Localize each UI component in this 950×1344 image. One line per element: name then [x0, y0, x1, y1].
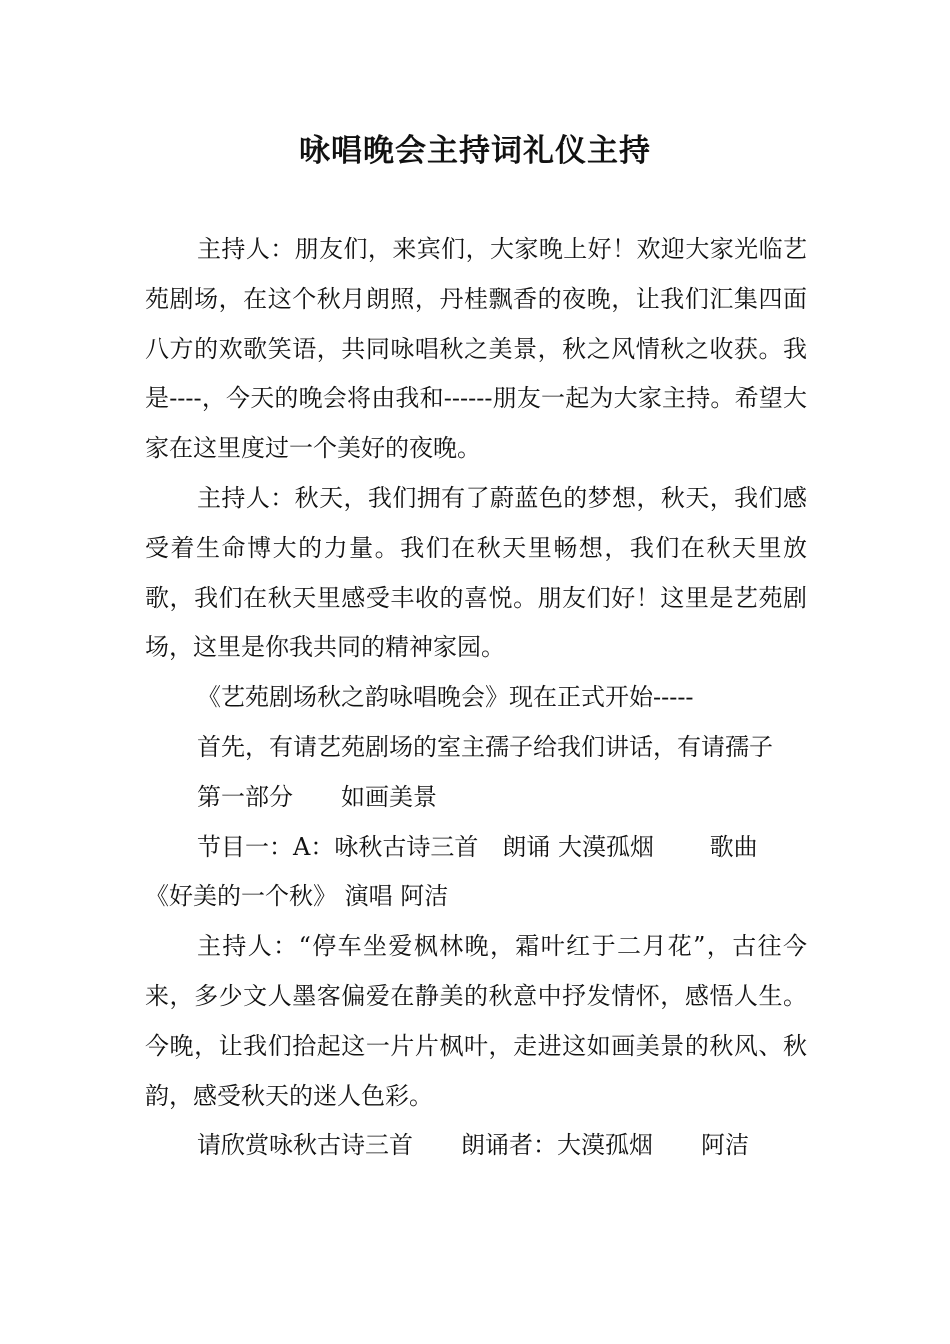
document-title: 咏唱晚会主持词礼仪主持 — [299, 133, 651, 169]
paragraph-host-poem: 主持人：“停车坐爱枫林晚，霜叶红于二月花”，古往今来，多少文人墨客偏爱在静美的秋意中抒发情怀，感悟人生。今晚，让我们拾起这一片片枫叶，走进这如画美景的秋风、秋韵，感受秋天的迷人色彩。 — [145, 932, 807, 1110]
program-line-2: 《好美的一个秋》 演唱 阿洁 — [145, 882, 449, 911]
document-body — [145, 225, 807, 1171]
paragraph-opening: 主持人：朋友们，来宾们，大家晚上好！欢迎大家光临艺苑剧场，在这个秋月朗照，丹桂飘香的夜晚，让我们汇集四面八方的欢歌笑语，共同咏唱秋之美景，秋之风情秋之收获。我是----，今天的晚会将由我和------朋友一起为大家主持。希望大家在这里度过一个美好的夜晚。 — [145, 235, 807, 463]
paragraph-autumn: 主持人：秋天，我们拥有了蔚蓝色的梦想，秋天，我们感受着生命博大的力量。我们在秋天里畅想，我们在秋天里放歌，我们在秋天里感受丰收的喜悦。朋友们好！这里是艺苑剧场，这里是你我共同的精神家园。 — [145, 483, 807, 662]
paragraph-speech: 首先，有请艺苑剧场的室主孺子给我们讲话，有请孺子 — [197, 732, 773, 761]
program-line-1: 节目一：A：咏秋古诗三首 朗诵 大漠孤烟 歌曲 — [197, 832, 758, 861]
paragraph-start: 《艺苑剧场秋之韵咏唱晚会》现在正式开始----- — [197, 683, 694, 712]
section-heading: 第一部分 如画美景 — [197, 782, 437, 811]
closing-line: 请欣赏咏秋古诗三首 朗诵者：大漠孤烟 阿洁 — [197, 1131, 749, 1160]
